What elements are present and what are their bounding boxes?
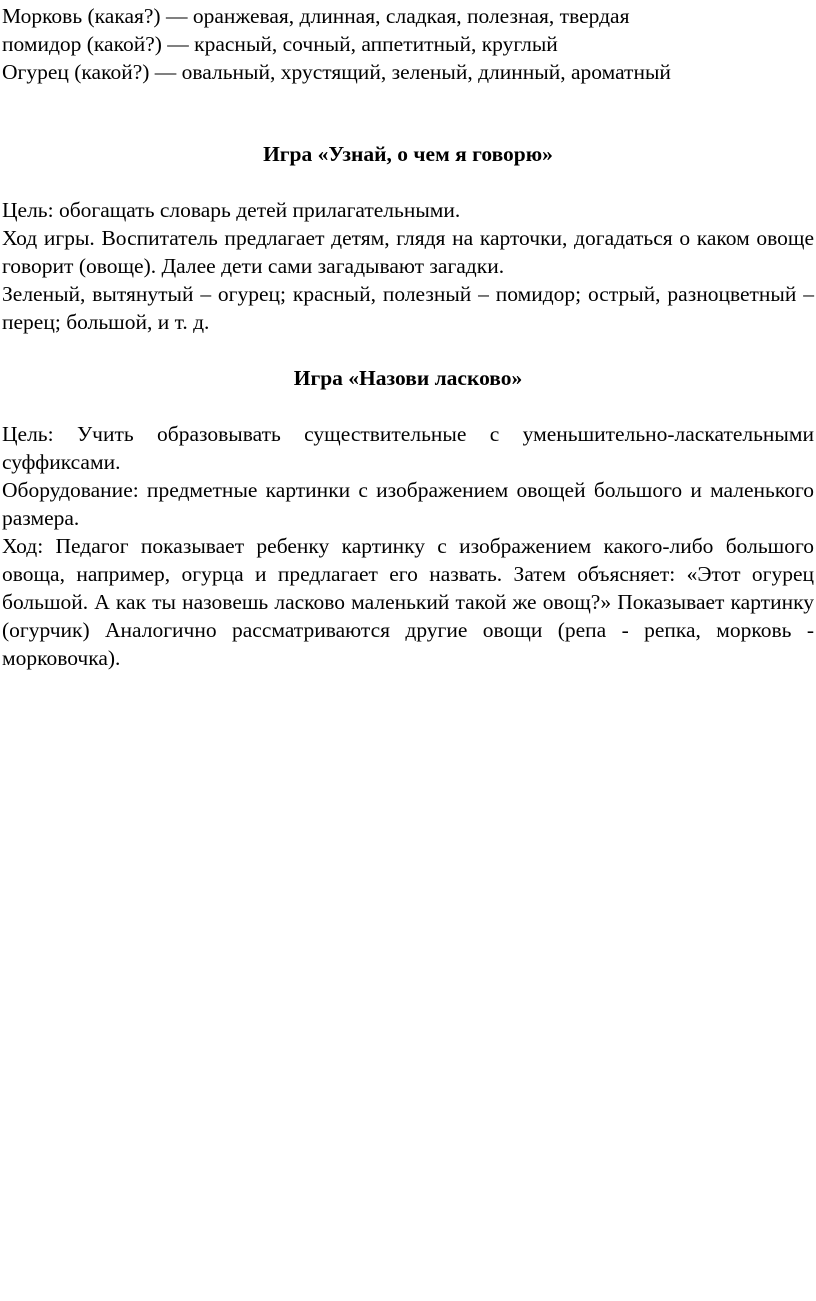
game1-goal: Цель: обогащать словарь детей прилагательными. <box>2 198 461 222</box>
spacer <box>2 336 814 364</box>
game2-course: Ход: Педагог показывает ребенку картинку с изображением какого-либо большого овоща, например, огурца и предлагает его назвать. Затем объясняет: «Этот огурец большой. А как ты назовешь ласково маленький такой же овощ?» Показывает картинку (огурчик) Аналогично рассматриваются другие овощи (репа - репка, морковь - морковочка). <box>2 534 814 670</box>
spacer <box>2 392 814 420</box>
intro-line-tomato: помидор (какой?) — красный, сочный, аппетитный, круглый <box>2 32 558 56</box>
game1-examples: Зеленый, вытянутый – огурец; красный, полезный – помидор; острый, разноцветный – перец; большой, и т. д. <box>2 282 814 334</box>
spacer <box>2 86 814 140</box>
intro-line-cucumber: Огурец (какой?) — овальный, хрустящий, зеленый, длинный, ароматный <box>2 60 671 84</box>
game2-goal: Цель: Учить образовывать существительные с уменьшительно-ласкательными суффиксами. <box>2 422 814 474</box>
game1-title: Игра «Узнай, о чем я говорю» <box>263 142 553 166</box>
game2-equipment: Оборудование: предметные картинки с изображением овощей большого и маленького размера. <box>2 478 814 530</box>
spacer <box>2 168 814 196</box>
game2-title: Игра «Назови ласково» <box>293 366 523 390</box>
intro-line-carrot: Морковь (какая?) — оранжевая, длинная, сладкая, полезная, твердая <box>2 4 630 28</box>
game1-course: Ход игры. Воспитатель предлагает детям, глядя на карточки, догадаться о каком овоще говорит (овоще). Далее дети сами загадывают загадки. <box>2 226 814 278</box>
